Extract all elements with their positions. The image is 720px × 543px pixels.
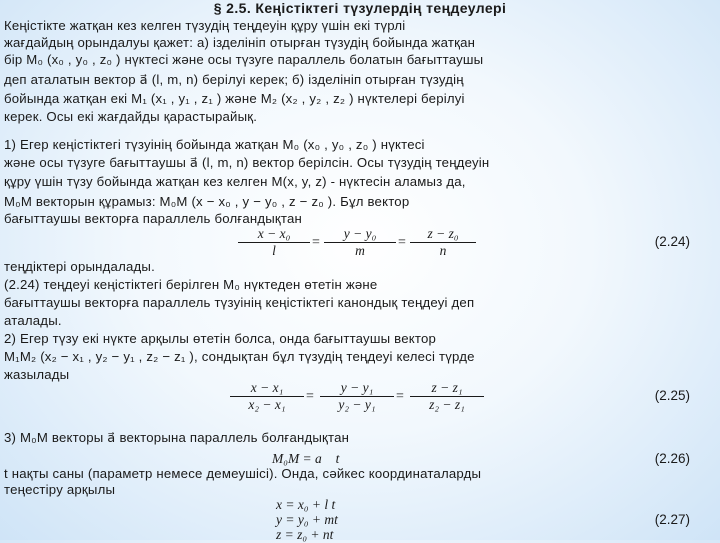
fraction: $\frac{\text{z − z₀}}{n}$ [410, 226, 476, 259]
text-line: 1) Егер кеңістіктегі түзуінің бойында жатқан M₀ (x₀ , y₀ , z₀ ) нүктесі [4, 137, 425, 152]
text-line: бағыттаушы векторға параллель түзуінің кеңістіктегі канондық теңдеуі деп [4, 295, 475, 310]
text-line: Кеңістікте жатқан кез келген түзудің теңдеуін құру үшін екі түрлі [4, 18, 406, 33]
text-line: жағдайдың орындалуы қажет: а) ізделініп отырған түзудің бойында жатқан [4, 35, 476, 50]
text-line: және осы түзуге бағыттаушы a⃗ (l, m, n) вектор берілсін. Осы түзудің теңдеуін [4, 155, 490, 170]
text-line: теңдіктері орындалады. [4, 259, 155, 274]
text-line: бір M₀ (x₀ , y₀ , z₀ ) нүктесі және осы түзуге параллель болатын бағыттаушы [4, 52, 484, 67]
text-line: құру үшін түзу бойында жатқан кез келген M(x, y, z) - нүктесін аламыз да, [4, 174, 466, 189]
text-line: бағыттаушы векторға параллель болғандықтан [4, 211, 303, 226]
text-line: бойында жатқан екі M₁ (x₁ , y₁ , z₁ ) және M₂ (x₂ , y₂ , z₂ ) нүктелері берілуі [4, 91, 465, 106]
text-line: M₁M₂ (x₂ − x₁ , y₂ − y₁ , z₂ − z₁ ), сондықтан бұл түзудің теңдеуі келесі түрде [4, 349, 475, 364]
text-line: 2) Егер түзу екі нүкте арқылы өтетін болса, онда бағыттаушы вектор [4, 331, 437, 346]
text-line: керек. Осы екі жағдайды қарастырайық. [4, 109, 258, 124]
equation-number: (2.26) [654, 451, 690, 466]
text-line: 3) M₀M векторы a⃗ векторына параллель болғандықтан [4, 430, 350, 445]
text-line: аталады. [4, 313, 62, 328]
text-line: M₀M векторын құрамыз: M₀M (x − x₀ , y − y₀ , z − z₀ ). Бұл вектор [4, 194, 410, 209]
equation-number: (2.27) [654, 512, 690, 527]
fraction: $\frac{\text{y − y₀}}{m}$ [324, 226, 396, 259]
section-title: § 2.5. Кеңістіктегі түзулердің теңдеулері [213, 0, 507, 16]
text-line: t нақты саны (параметр немесе демеушісі). Онда, сәйкес координаталарды [4, 466, 482, 481]
fraction: $\frac{\text{z − z₁}}{\text{z₂ − z₁}}$ [410, 380, 484, 413]
equation-number: (2.24) [654, 234, 690, 249]
equation-number: (2.25) [654, 388, 690, 403]
fraction: $\frac{\text{y − y₁}}{\text{y₂ − y₁}}$ [320, 380, 394, 413]
text-line: жазылады [4, 367, 70, 382]
text-line: (2.24) теңдеуі кеңістіктегі берілген M₀ нүктеден өтетін және [4, 277, 378, 292]
fraction: $\frac{\text{x − x₁}}{\text{x₂ − x₁}}$ [230, 380, 304, 413]
text-line: теңестіру арқылы [4, 482, 116, 497]
fraction: $\frac{\text{x − x₀}}{l}$ [238, 226, 310, 259]
text-line: деп аталатын вектор a⃗ (l, m, n) берілуі керек; б) ізделініп отырған түзудің [4, 72, 464, 87]
